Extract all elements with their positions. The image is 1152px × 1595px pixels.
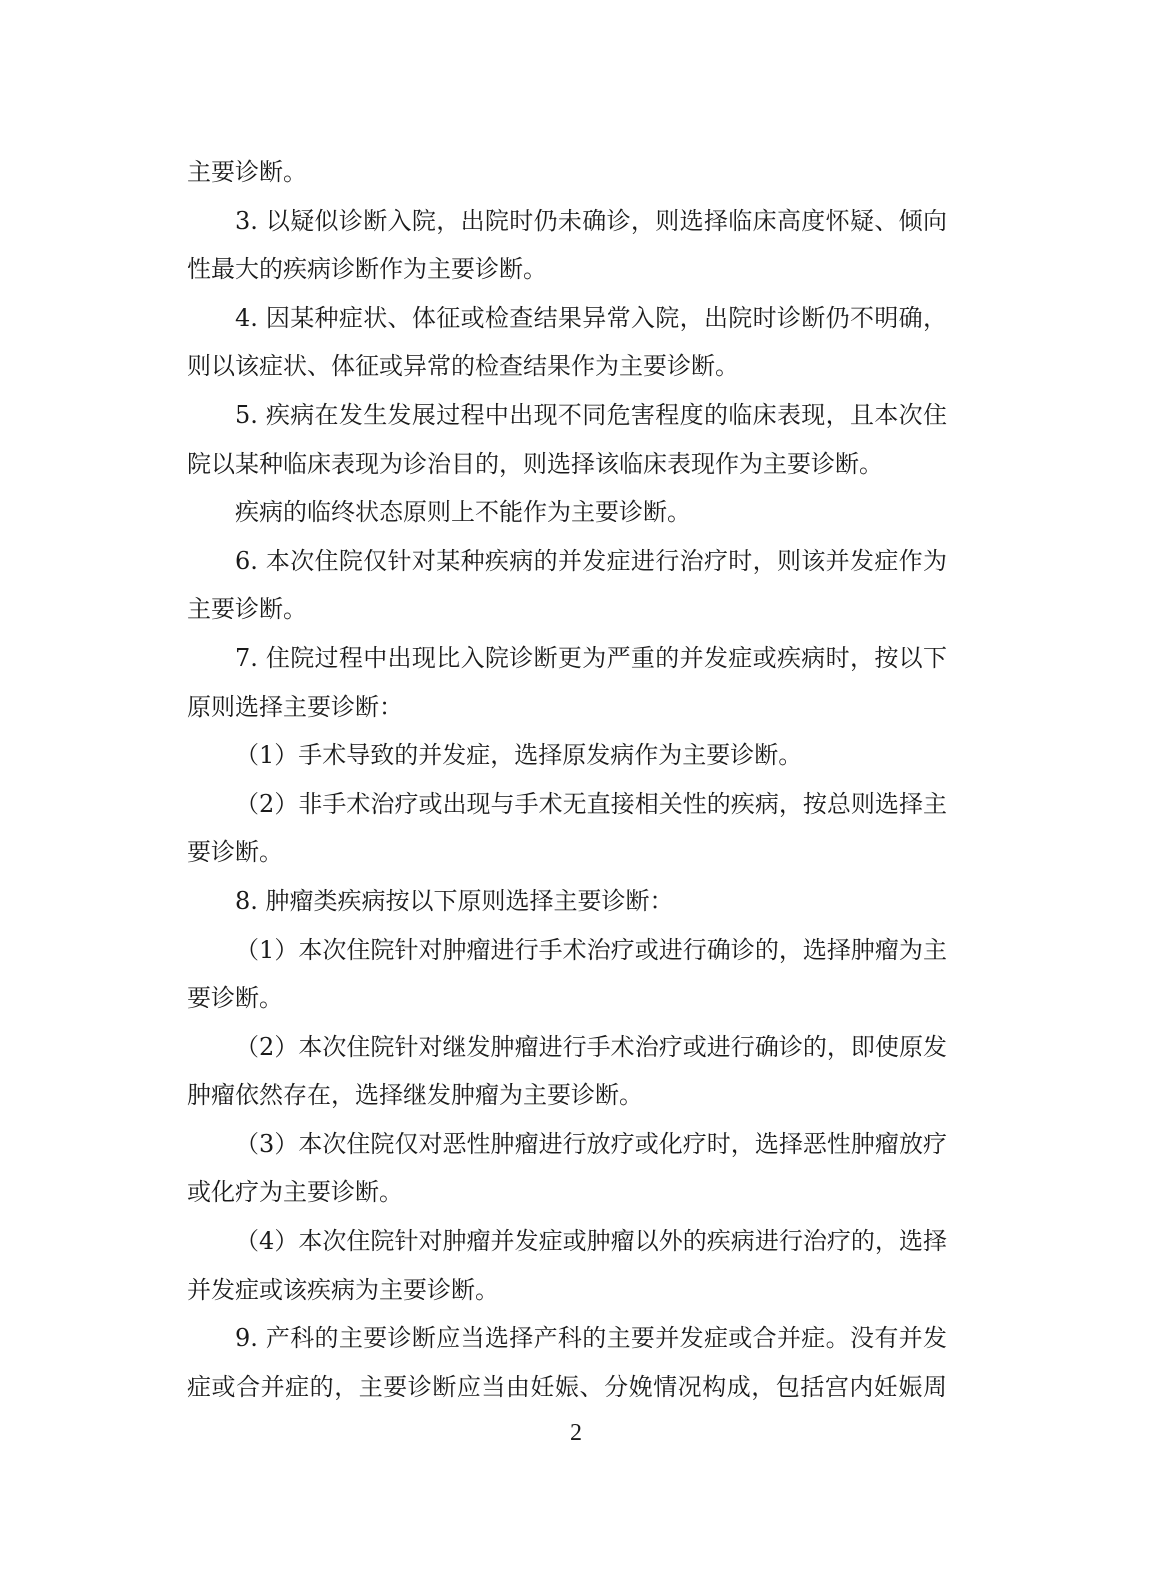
text-line: 5. 疾病在发生发展过程中出现不同危害程度的临床表现，且本次住 (235, 400, 947, 429)
text-line: （2）非手术治疗或出现与手术无直接相关性的疾病，按总则选择主 (235, 789, 947, 818)
text-line: 性最大的疾病诊断作为主要诊断。 (187, 255, 547, 284)
text-line: （3）本次住院仅对恶性肿瘤进行放疗或化疗时，选择恶性肿瘤放疗 (235, 1129, 947, 1158)
text-line: 3. 以疑似诊断入院，出院时仍未确诊，则选择临床高度怀疑、倾向 (235, 206, 947, 235)
body-text (187, 148, 947, 1411)
text-line: 4. 因某种症状、体征或检查结果异常入院，出院时诊断仍不明确， (235, 303, 947, 332)
text-line: 要诊断。 (187, 984, 283, 1013)
text-line: 症或合并症的，主要诊断应当由妊娠、分娩情况构成，包括宫内妊娠周 (187, 1372, 947, 1401)
text-line: （2）本次住院针对继发肿瘤进行手术治疗或进行确诊的，即使原发 (235, 1032, 947, 1061)
text-line: 或化疗为主要诊断。 (187, 1178, 403, 1207)
text-line: 6. 本次住院仅针对某种疾病的并发症进行治疗时，则该并发症作为 (235, 546, 947, 575)
text-line: 疾病的临终状态原则上不能作为主要诊断。 (235, 498, 691, 527)
text-line: 主要诊断。 (187, 595, 307, 624)
text-line: 8. 肿瘤类疾病按以下原则选择主要诊断： (235, 886, 674, 915)
text-line: （1）本次住院针对肿瘤进行手术治疗或进行确诊的，选择肿瘤为主 (235, 935, 947, 964)
page-number: 2 (570, 1420, 582, 1446)
text-line: 7. 住院过程中出现比入院诊断更为严重的并发症或疾病时，按以下 (235, 643, 947, 672)
text-line: 院以某种临床表现为诊治目的，则选择该临床表现作为主要诊断。 (187, 449, 883, 478)
text-line: （1）手术导致的并发症，选择原发病作为主要诊断。 (235, 741, 803, 770)
text-line: 肿瘤依然存在，选择继发肿瘤为主要诊断。 (187, 1081, 643, 1110)
text-line: 9. 产科的主要诊断应当选择产科的主要并发症或合并症。没有并发 (235, 1324, 947, 1353)
text-line: 则以该症状、体征或异常的检查结果作为主要诊断。 (187, 352, 739, 381)
text-line: 主要诊断。 (187, 158, 307, 186)
text-line: （4）本次住院针对肿瘤并发症或肿瘤以外的疾病进行治疗的，选择 (235, 1227, 947, 1256)
text-line: 原则选择主要诊断： (187, 692, 403, 721)
text-line: 要诊断。 (187, 838, 283, 867)
text-line: 并发症或该疾病为主要诊断。 (187, 1275, 499, 1304)
